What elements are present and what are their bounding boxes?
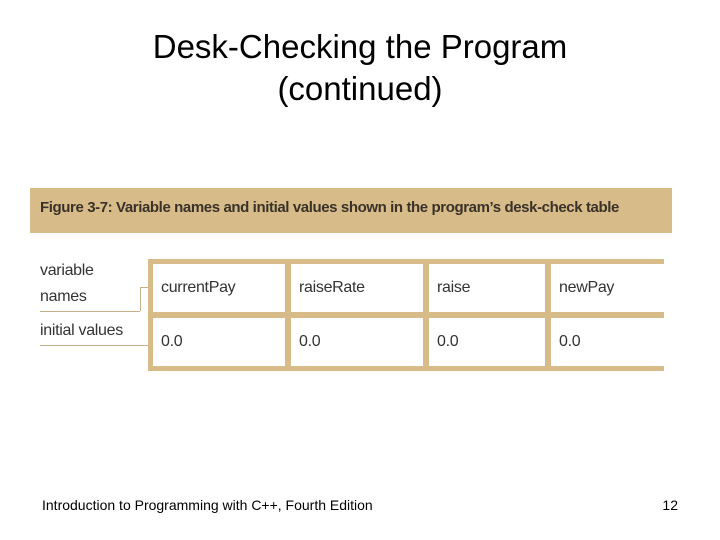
value-cell-raise: 0.0 [429,318,545,366]
slide-title-line-2: (continued) [277,70,443,107]
leader-line-initial-pointer [40,345,160,346]
value-cell-new-pay: 0.0 [551,318,664,366]
header-cell-new-pay: newPay [551,264,664,312]
header-cell-current-pay: currentPay [153,264,285,312]
header-cell-raise: raise [429,264,545,312]
page-number: 12 [662,497,678,513]
desk-check-table [148,259,664,371]
value-cell-current-pay: 0.0 [153,318,285,366]
leader-line-variable-underline [40,311,140,312]
header-cell-raise-rate: raiseRate [291,264,423,312]
slide-title [0,26,720,110]
figure-caption-bar [30,188,672,233]
variable-names-label: variable names [40,262,94,305]
figure-caption: Figure 3-7: Variable names and initial values shown in the program’s desk-check table [40,199,619,216]
slide-title-line-1: Desk-Checking the Program [152,28,568,65]
leader-line-variable-vertical [140,287,141,311]
initial-values-label: initial values [40,322,123,339]
value-cell-raise-rate: 0.0 [291,318,423,366]
footer-text: Introduction to Programming with C++, Fourth Edition [42,497,373,513]
